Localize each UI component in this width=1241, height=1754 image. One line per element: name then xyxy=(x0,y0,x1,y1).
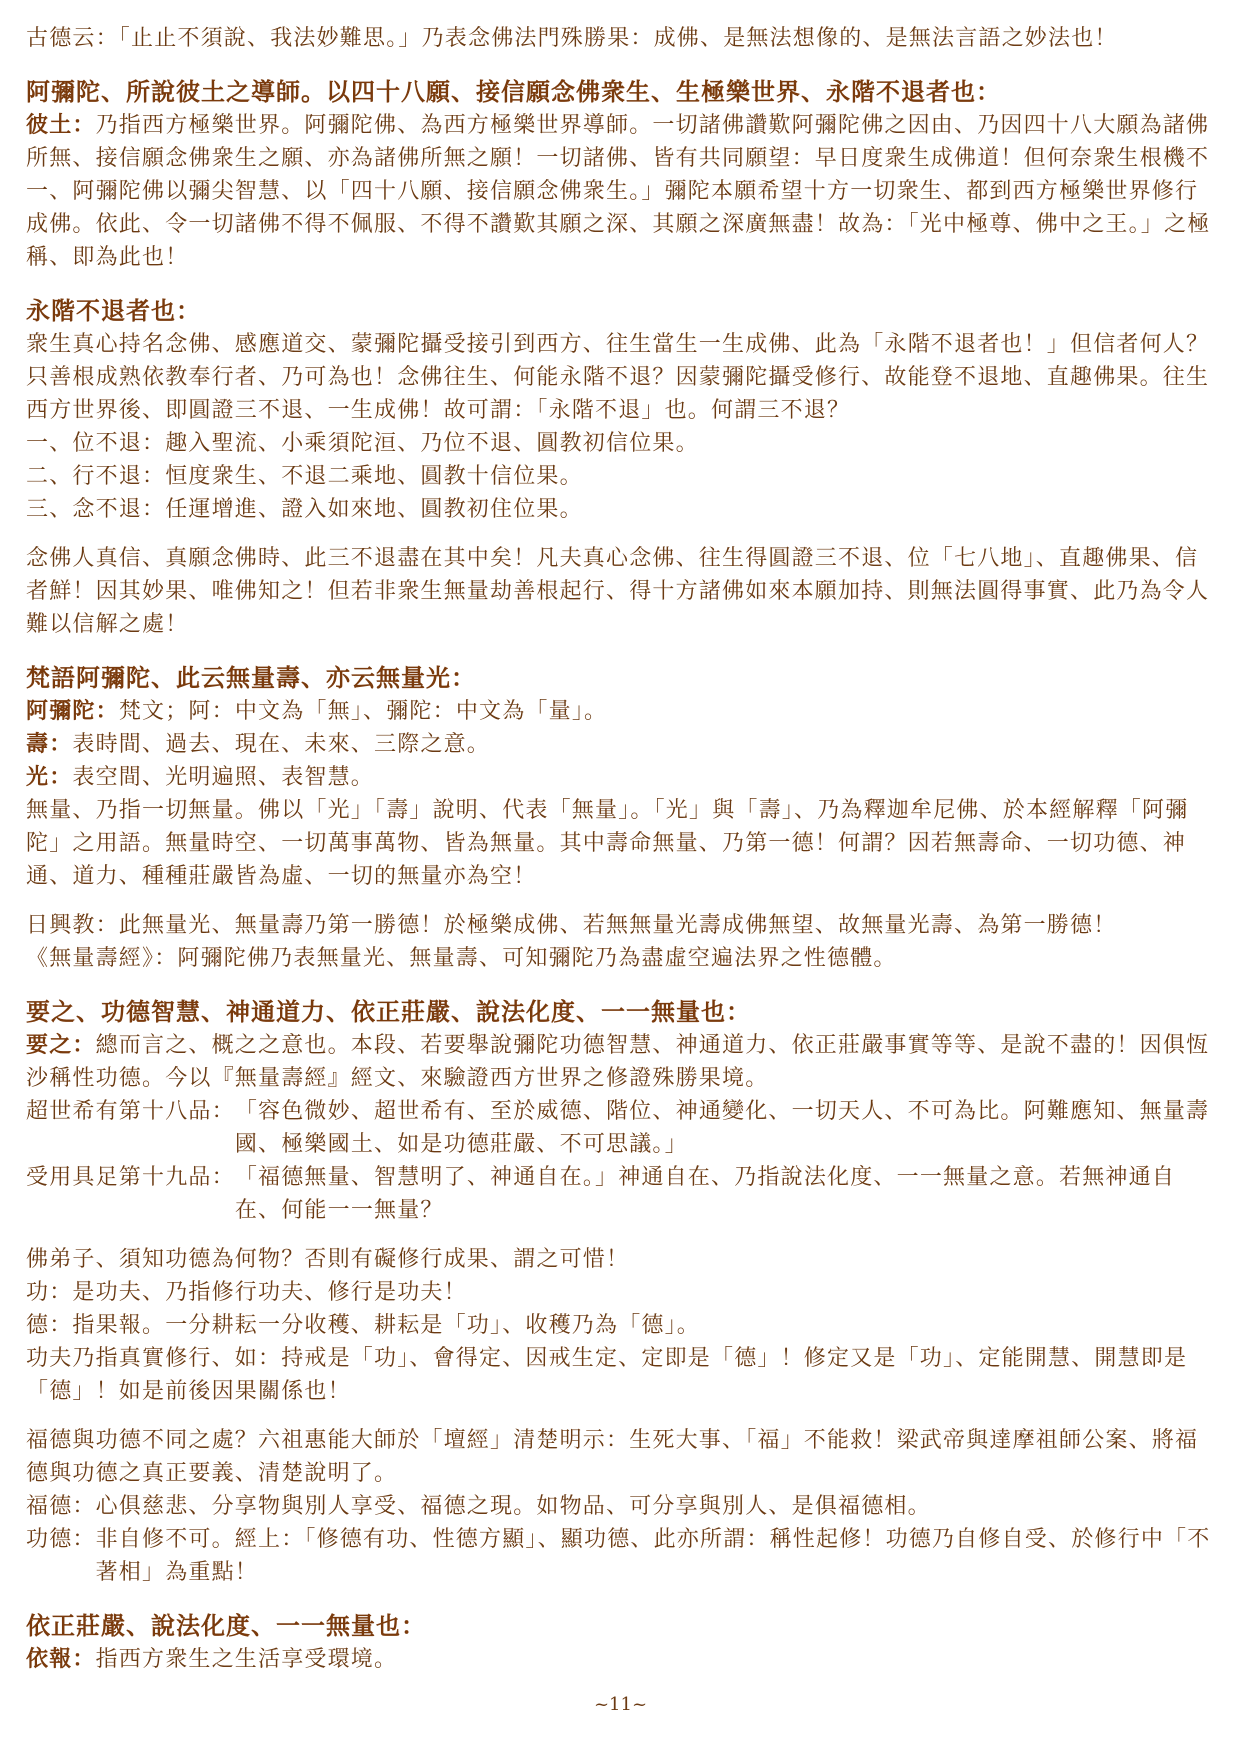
list-item: 二、行不退：恒度衆生、不退二乘地、圓教十信位果。 xyxy=(26,464,583,489)
sutra-quote-18 xyxy=(26,1095,1221,1161)
paragraph-practice: 功夫乃指真實修行、如：持戒是「功」、會得定、因戒生定、定即是「德」！修定又是「功」、定能開慧、開慧即是「德」！如是前後因果關係也！ xyxy=(26,1346,1188,1404)
term-label: 要之： xyxy=(26,1032,96,1058)
term-text: 乃指西方極樂世界。阿彌陀佛、為西方極樂世界導師。一切諸佛讚歎阿彌陀佛之因由、乃因四十八大願為諸佛所無、接信願念佛衆生之願、亦為諸佛所無之願！一切諸佛、皆有共同願望：早日度衆生成佛道！但何奈衆生根機不一、阿彌陀佛以彌尖智慧、以「四十八願、接信願念佛衆生。」彌陀本願希望十方一切衆生、都到西方極樂世界修行成佛。依此、令一切諸佛不得不佩服、不得不讚歎其願之深、其願之深廣無盡！故為：「光中極尊、佛中之王。」之極稱、即為此也！ xyxy=(26,113,1211,270)
list-item: 一、位不退：趣入聖流、小乘須陀洹、乃位不退、圓教初信位果。 xyxy=(26,431,699,456)
term-text: 非自修不可。經上：「修德有功、性德方顯」、顯功德、此亦所謂：稱性起修！功德乃自修自受、於修行中「不著相」為重點！ xyxy=(95,1527,1211,1585)
term-label: 依報： xyxy=(26,1646,96,1672)
page-content xyxy=(26,22,1221,1676)
paragraph-immeasurable: 無量、乃指一切無量。佛以「光」「壽」說明、代表「無量」。「光」與「壽」、乃為釋迦牟尼佛、於本經解釋「阿彌陀」之用語。無量時空、一切萬事萬物、皆為無量。其中壽命無量、乃第一德！何謂？因若無壽命、一切功德、神通、道力、種種莊嚴皆為虛、一切的無量亦為空！ xyxy=(26,798,1189,889)
paragraph-gong: 功：是功夫、乃指修行功夫、修行是功夫！ xyxy=(26,1280,467,1305)
term-label: 彼土： xyxy=(26,112,96,138)
paragraph-summary xyxy=(26,1029,1221,1095)
paragraph-sutra-quote: 《無量壽經》：阿彌陀佛乃表無量光、無量壽、可知彌陀乃為盡虛空遍法界之性德體。 xyxy=(26,946,897,971)
definition-item xyxy=(26,695,1221,728)
section-heading-adornment: 依正莊嚴、說法化度、一一無量也： xyxy=(26,1611,426,1640)
section-heading-non-retreat: 永階不退者也： xyxy=(26,296,201,325)
quote-label: 超世希有第十八品： xyxy=(26,1099,235,1124)
quote-text: 「福德無量、智慧明了、神通自在。」神通自在、乃指說法化度、一一無量之意。若無神通自在、何能一一無量？ xyxy=(234,1165,1176,1223)
term-text: 梵文；阿：中文為「無」、彌陀：中文為「量」。 xyxy=(118,699,608,724)
term-text: 總而言之、概之之意也。本段、若要舉說彌陀功德智慧、神通道力、依正莊嚴事實等等、是說不盡的！因俱恆沙稱性功德。今以『無量壽經』經文、來驗證西方世界之修證殊勝果境。 xyxy=(26,1033,1210,1091)
quote-text: 「容色微妙、超世希有、至於威德、階位、神通變化、一切天人、不可為比。阿難應知、無量壽國、極樂國土、如是功德莊嚴、不可思議。」 xyxy=(234,1099,1210,1157)
term-label: 功德： xyxy=(26,1527,96,1552)
page-number: ~11~ xyxy=(593,1694,648,1715)
definition-gongde xyxy=(26,1523,1221,1589)
term-text: 表空間、光明遍照、表智慧。 xyxy=(72,765,375,790)
sutra-quote-19 xyxy=(26,1161,1221,1227)
quote-label: 受用具足第十九品： xyxy=(26,1165,235,1190)
paragraph-pure-land xyxy=(26,109,1221,274)
section-heading-merit: 要之、功德智慧、神通道力、依正莊嚴、說法化度、一一無量也： xyxy=(26,997,751,1026)
paragraph-merit-question: 佛弟子、須知功德為何物？否則有礙修行成果、謂之可惜！ xyxy=(26,1247,630,1272)
paragraph-first-virtue: 日興教：此無量光、無量壽乃第一勝德！於極樂成佛、若無無量光壽成佛無望、故無量光壽、為第一勝德！ xyxy=(26,913,1117,938)
term-label: 阿彌陀： xyxy=(26,698,119,724)
definition-dependent-reward xyxy=(26,1643,1221,1676)
definition-fude xyxy=(26,1490,1221,1523)
term-label: 福德： xyxy=(26,1494,96,1519)
paragraph-three-non-retreats: 念佛人真信、真願念佛時、此三不退盡在其中矣！凡夫真心念佛、往生得圓證三不退、位「七八地」、直趣佛果、信者鮮！因其妙果、唯佛知之！但若非衆生無量劫善根起行、得十方諸佛如來本願加持、則無法圓得事實、此乃為令人難以信解之處！ xyxy=(26,546,1210,637)
term-label: 壽： xyxy=(26,731,73,757)
paragraph-blessing-vs-merit: 福德與功德不同之處？六祖惠能大師於「壇經」清楚明示：生死大事、「福」不能救！梁武帝與達摩祖師公案、將福德與功德之真正要義、清楚說明了。 xyxy=(26,1428,1199,1486)
section-heading-guide: 阿彌陀、所說彼土之導師。以四十八願、接信願念佛衆生、生極樂世界、永階不退者也： xyxy=(26,77,1001,106)
definition-item xyxy=(26,728,1221,761)
paragraph-de: 德：指果報。一分耕耘一分收穫、耕耘是「功」、收穫乃為「德」。 xyxy=(26,1313,701,1338)
list-item: 三、念不退：任運增進、證入如來地、圓教初住位果。 xyxy=(26,497,583,522)
term-text: 心俱慈悲、分享物與別人享受、福德之現。如物品、可分享與別人、是俱福德相。 xyxy=(95,1494,931,1519)
term-text: 表時間、過去、現在、未來、三際之意。 xyxy=(72,732,491,757)
term-label: 光： xyxy=(26,764,73,790)
section-heading-amitabha-name: 梵語阿彌陀、此云無量壽、亦云無量光： xyxy=(26,663,476,692)
intro-line: 古德云：「止止不須說、我法妙難思。」乃表念佛法門殊勝果：成佛、是無法想像的、是無法言語之妙法也！ xyxy=(26,26,1118,51)
definition-item xyxy=(26,761,1221,794)
term-text: 指西方衆生之生活享受環境。 xyxy=(95,1647,398,1672)
paragraph-non-retreat: 衆生真心持名念佛、感應道交、蒙彌陀攝受接引到西方、往生當生一生成佛、此為「永階不退者也！」但信者何人？只善根成熟依教奉行者、乃可為也！念佛往生、何能永階不退？因蒙彌陀攝受修行、故能登不退地、直趣佛果。往生西方世界後、即圓證三不退、一生成佛！故可謂：「永階不退」也。何謂三不退？ xyxy=(26,332,1210,423)
